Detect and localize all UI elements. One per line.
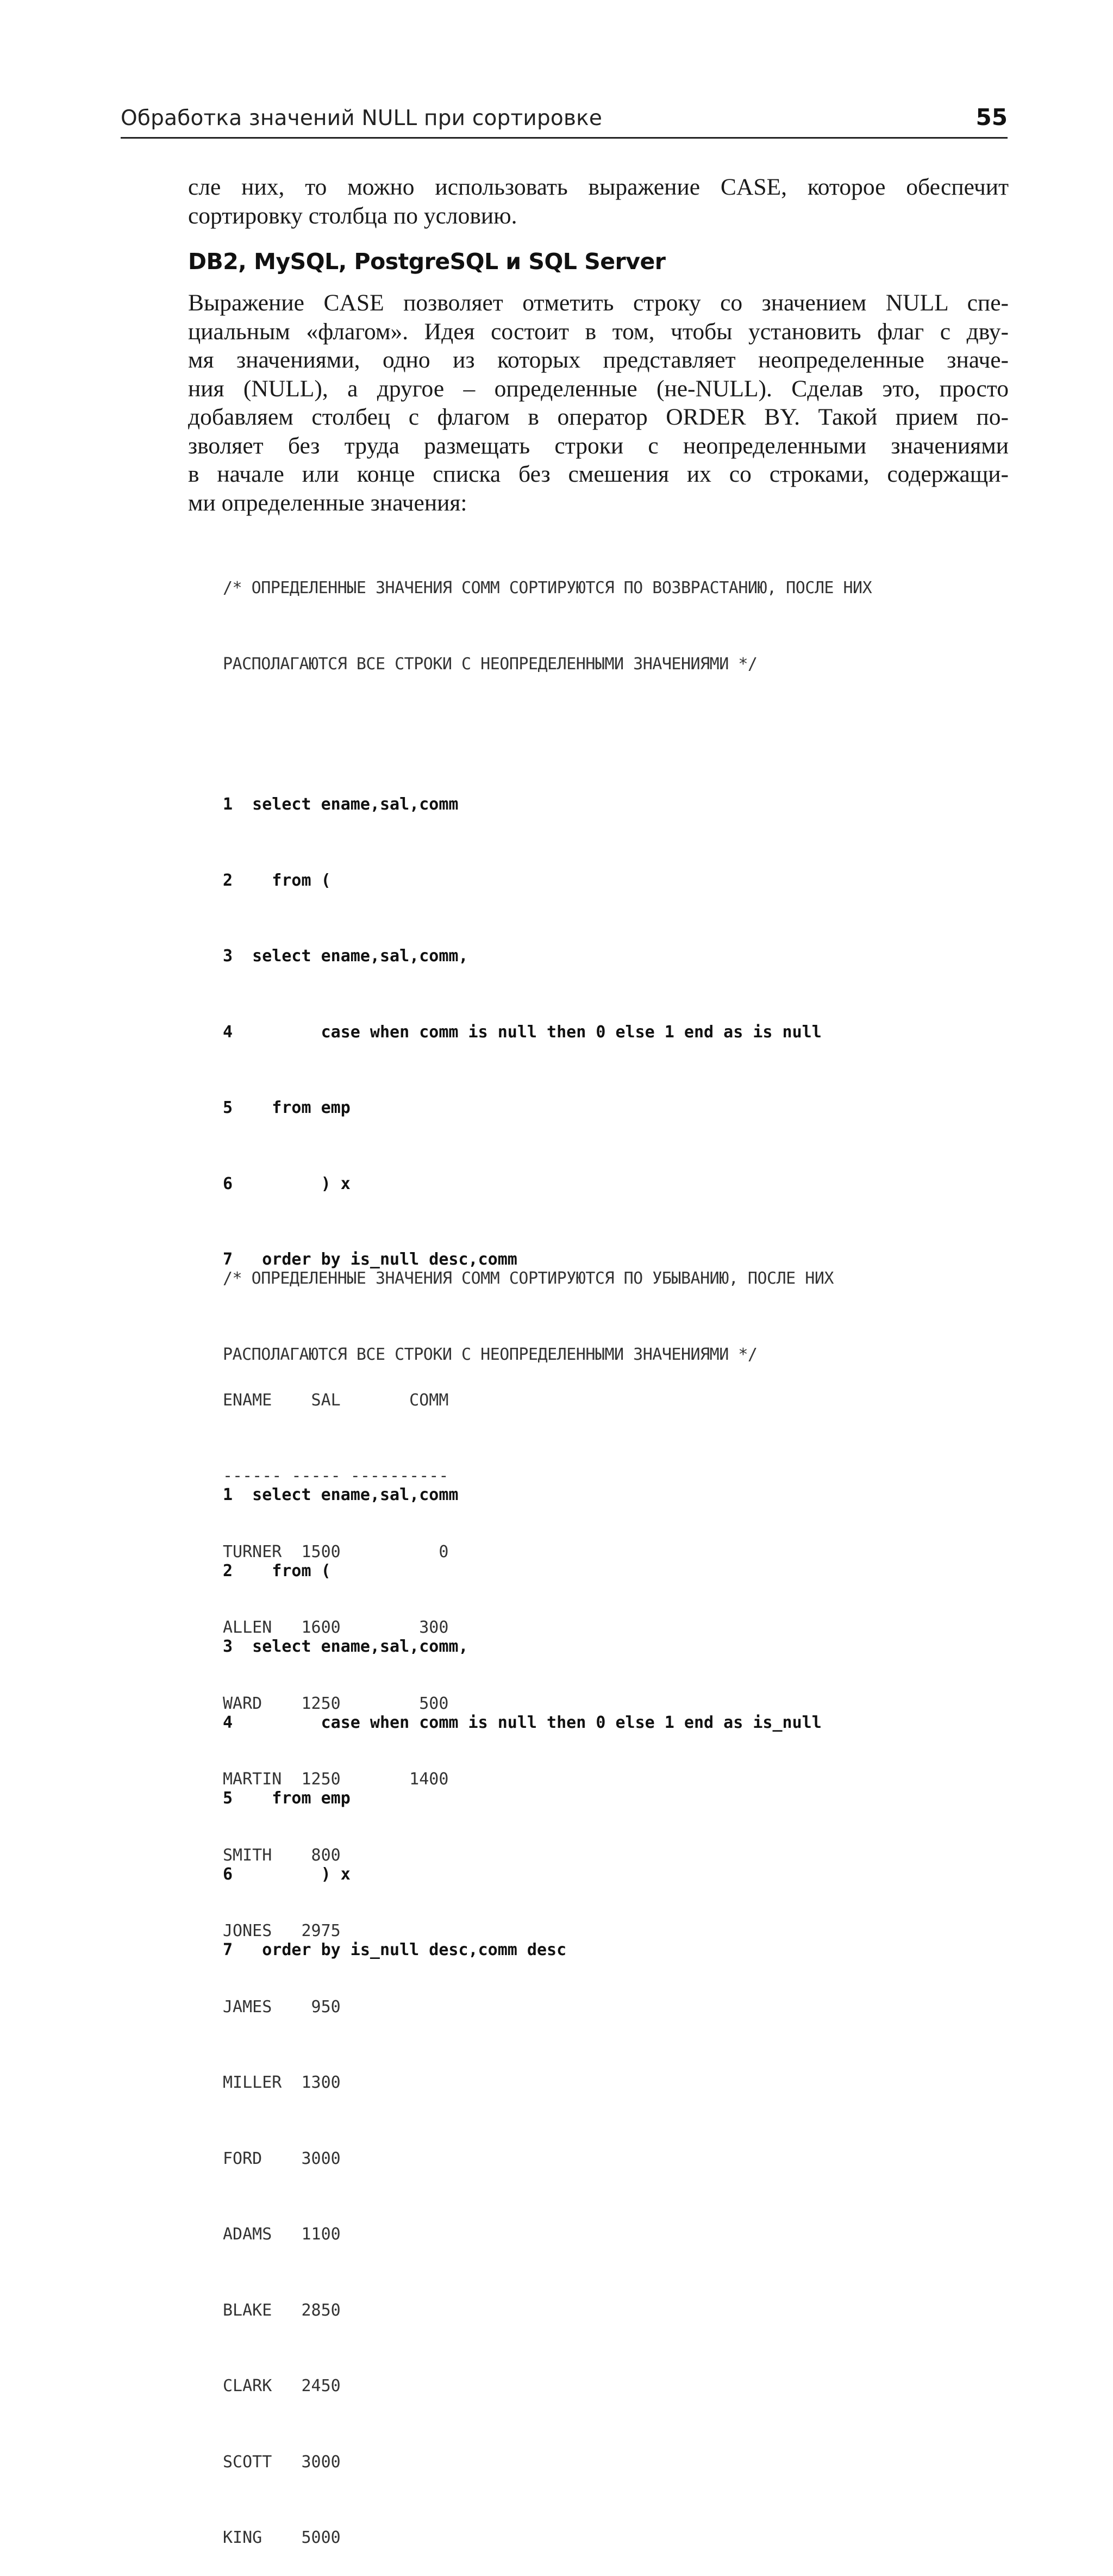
result-row: JONES 2975	[223, 1921, 341, 1940]
code-line: 1 select ename,sal,comm	[223, 795, 459, 814]
result-row: SMITH 800	[223, 1845, 341, 1865]
code-line: 2 from (	[223, 870, 331, 890]
code-line: 4 case when comm is null then 0 else 1 end as is null	[223, 1022, 822, 1042]
section-heading: DB2, MySQL, PostgreSQL и SQL Server	[188, 248, 666, 275]
code-line: 3 select ename,sal,comm,	[223, 947, 468, 966]
page-number: 55	[976, 104, 1008, 130]
result-row: FORD 3000	[223, 2149, 341, 2168]
code-line: 3 select ename,sal,comm,	[223, 1637, 468, 1656]
code-line: 4 case when comm is null then 0 else 1 end as is_null	[223, 1713, 822, 1732]
result-row: CLARK 2450	[223, 2376, 341, 2395]
code-line: 7 order by is_null desc,comm desc	[223, 1940, 567, 1959]
code-line: 5 from emp	[223, 1789, 351, 1808]
text-line: добавляем столбец с флагом в оператор ORDER BY. Такой прием по-	[188, 404, 1009, 430]
text-line: в начале или конце списка без смешения их со строками, содержащи-	[188, 461, 1009, 487]
result-row: BLAKE 2850	[223, 2300, 341, 2320]
code-line: 5 from emp	[223, 1098, 351, 1117]
result-row: ALLEN 1600 300	[223, 1618, 449, 1637]
result-row: JAMES 950	[223, 1997, 341, 2017]
text-line: мя значениями, одно из которых представляет неопределенные значе-	[188, 347, 1009, 373]
code-comment-line: РАСПОЛАГАЮТСЯ ВСЕ СТРОКИ С НЕОПРЕДЕЛЕННЫМИ ЗНАЧЕНИЯМИ */	[223, 1345, 758, 1364]
running-header	[121, 101, 1008, 139]
result-row: KING 5000	[223, 2528, 341, 2547]
text-line: зволяет без труда размещать строки с неопределенными значениями	[188, 432, 1009, 459]
result-header: ENAME SAL COMM	[223, 1390, 449, 1410]
code-line: 2 from (	[223, 1561, 331, 1581]
code-line: 7 order by is_null desc,comm	[223, 1250, 517, 1269]
running-header-title: Обработка значений NULL при сортировке	[121, 106, 603, 130]
code-line: 6 ) x	[223, 1174, 351, 1193]
text-line: Выражение CASE позволяет отметить строку со значением NULL спе-	[188, 290, 1009, 316]
result-row: MARTIN 1250 1400	[223, 1770, 449, 1789]
result-row: MILLER 1300	[223, 2073, 341, 2092]
result-row: SCOTT 3000	[223, 2452, 341, 2472]
body-paragraph	[188, 289, 1009, 517]
result-row: WARD 1250 500	[223, 1694, 449, 1713]
code-line: 6 ) x	[223, 1864, 351, 1884]
code-comment-line: /* ОПРЕДЕЛЕННЫЕ ЗНАЧЕНИЯ COMM СОРТИРУЮТСЯ ПО ВОЗВРАСТАНИЮ, ПОСЛЕ НИХ	[223, 578, 872, 598]
code-comment-line: /* ОПРЕДЕЛЕННЫЕ ЗНАЧЕНИЯ COMM СОРТИРУЮТСЯ ПО УБЫВАНИЮ, ПОСЛЕ НИХ	[223, 1269, 834, 1288]
text-line: ми определенные значения:	[188, 489, 467, 516]
text-line: сортировку столбца по условию.	[188, 202, 517, 229]
intro-paragraph	[188, 173, 1009, 230]
text-line: циальным «флагом». Идея состоит в том, чтобы установить флаг с дву-	[188, 318, 1009, 345]
code-example-2	[223, 1216, 984, 1988]
code-line: 1 select ename,sal,comm	[223, 1485, 459, 1504]
result-row: ADAMS 1100	[223, 2225, 341, 2244]
text-line: сле них, то можно использовать выражение CASE, которое обеспечит	[188, 174, 1009, 200]
main-content	[188, 173, 1009, 517]
result-row: TURNER 1500 0	[223, 1542, 449, 1561]
result-rule: ------ ----- ----------	[223, 1466, 449, 1485]
code-comment-line: РАСПОЛАГАЮТСЯ ВСЕ СТРОКИ С НЕОПРЕДЕЛЕННЫМИ ЗНАЧЕНИЯМИ */	[223, 654, 758, 674]
text-line: ния (NULL), а другое – определенные (не-NULL). Сделав это, просто	[188, 375, 1009, 402]
